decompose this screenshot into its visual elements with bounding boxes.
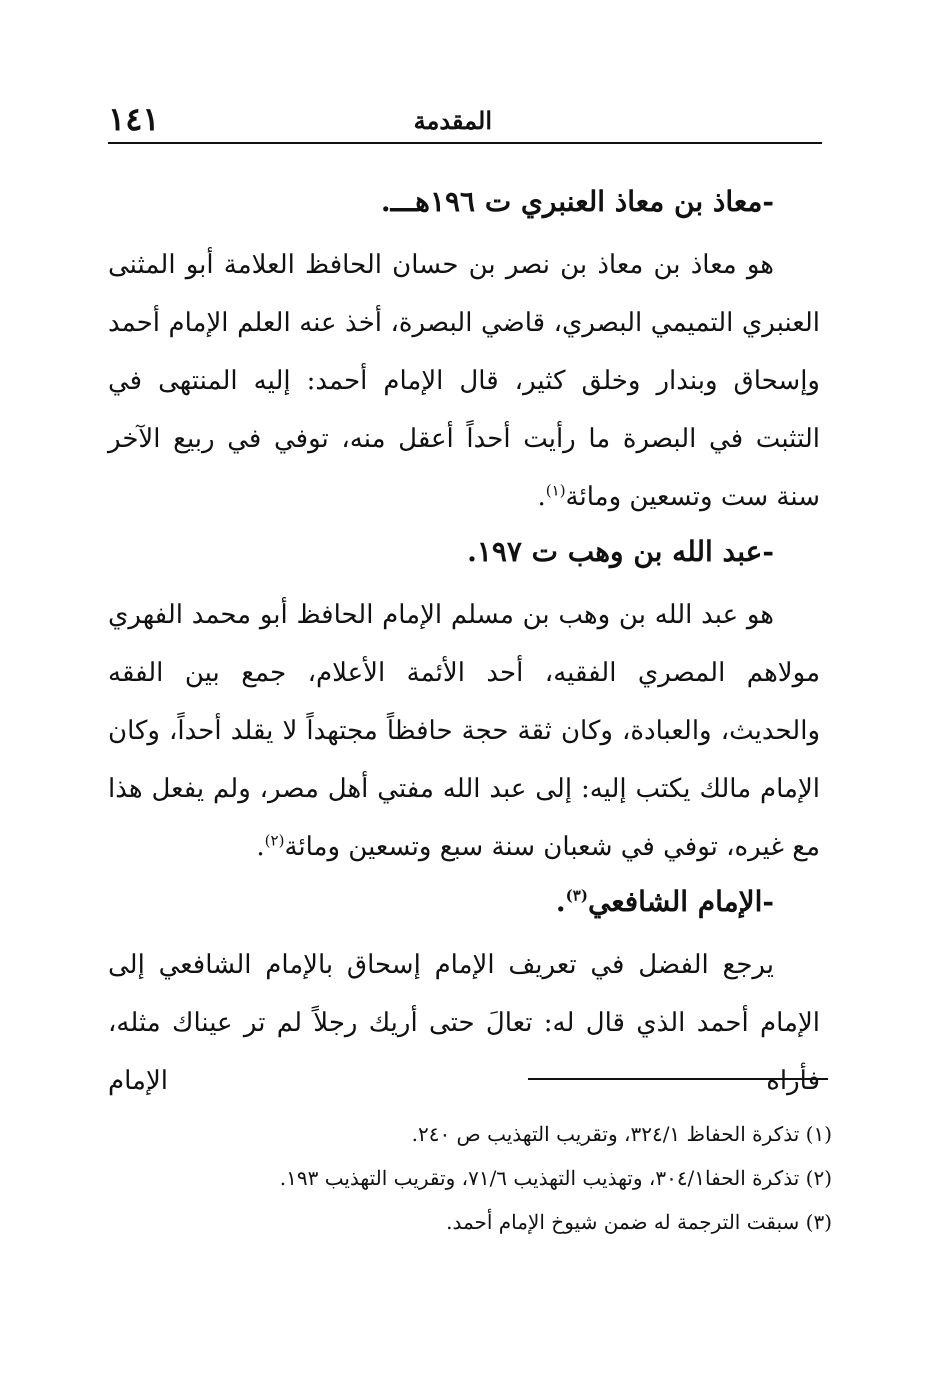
- sentence-end: .: [537, 482, 546, 512]
- paragraph-line: ومائة: [565, 482, 622, 512]
- footnote-ref: (٢): [264, 831, 285, 850]
- paragraph-line: هو عبد الله بن وهب بن مسلم الإمام الحافظ أبو محمد الفهري: [108, 600, 774, 630]
- paragraph-line: شعبان سنة سبع وتسعين ومائة: [284, 832, 613, 862]
- footnotes: [108, 1112, 832, 1244]
- header-rule: [108, 142, 822, 144]
- footnote-ref: (١): [545, 481, 566, 500]
- paragraph-line: العنبري التميمي البصري، قاضي البصرة، أخذ عنه العلم الإمام أحمد: [108, 308, 820, 338]
- page-number: ١٤١: [108, 100, 160, 138]
- paragraph-line: والعبادة، وكان ثقة حجة حافظاً مجتهداً لا يقلد أحداً، وكان الإمام مالك: [108, 716, 821, 804]
- heading-end: .: [555, 885, 566, 918]
- paragraph-line: البصرة ما رأيت أحداً أعقل منه، توفي في ربيع الآخر سنة ست وتسعين: [108, 424, 820, 512]
- sentence-end: .: [256, 832, 265, 862]
- paragraph-line: وإسحاق وبندار وخلق كثير، قال الإمام أحمد: إليه المنتهى في التثبت في: [108, 366, 821, 454]
- footnote-3: (٣) سبقت الترجمة له ضمن شيوخ الإمام أحمد.: [446, 1210, 832, 1234]
- header-title: المقدمة: [413, 106, 492, 135]
- section-heading-shafii: [108, 882, 774, 922]
- paragraph-line: هو معاذ بن معاذ بن نصر بن حسان الحافظ العلامة أبو المثنى: [108, 250, 774, 280]
- heading-text: -الإمام الشافعي: [587, 885, 774, 918]
- paragraph-line: يرجع الفضل في تعريف الإمام إسحاق بالإمام الشافعي إلى الإمام: [108, 950, 821, 1038]
- section-paragraph-shafii: [108, 936, 820, 1110]
- section-paragraph-muadh: [108, 236, 820, 526]
- footnote-rule: [528, 1078, 828, 1080]
- paragraph-line: يكتب إليه: إلى عبد الله مفتي أهل مصر، ولم يفعل هذا مع غيره، توفي في: [108, 774, 820, 862]
- footnote-2: (٢) تذكرة الحفا٣٠٤/١، وتهذيب التهذيب ٧١/٦، وتقريب التهذيب ١٩٣.: [279, 1166, 832, 1190]
- paragraph-line: أحمد الذي قال له: تعالَ حتى أريك رجلاً لم تر عيناك مثله، فأراه الإمام: [108, 1008, 820, 1096]
- footnote-ref: (٣): [565, 886, 588, 905]
- section-paragraph-ibn-wahb: [108, 586, 820, 876]
- paragraph-line: مولاهم المصري الفقيه، أحد الأئمة الأعلام، جمع بين الفقه والحديث،: [108, 658, 821, 746]
- running-header: [108, 98, 822, 142]
- footnote-1: (١) تذكرة الحفاظ ٣٢٤/١، وتقريب التهذيب ص ٢٤٠.: [411, 1122, 832, 1146]
- section-heading-muadh: -معاذ بن معاذ العنبري ت ١٩٦هـــ.: [380, 185, 774, 218]
- body-text: [108, 176, 820, 1110]
- section-heading-ibn-wahb: -عبد الله بن وهب ت ١٩٧.: [467, 535, 774, 568]
